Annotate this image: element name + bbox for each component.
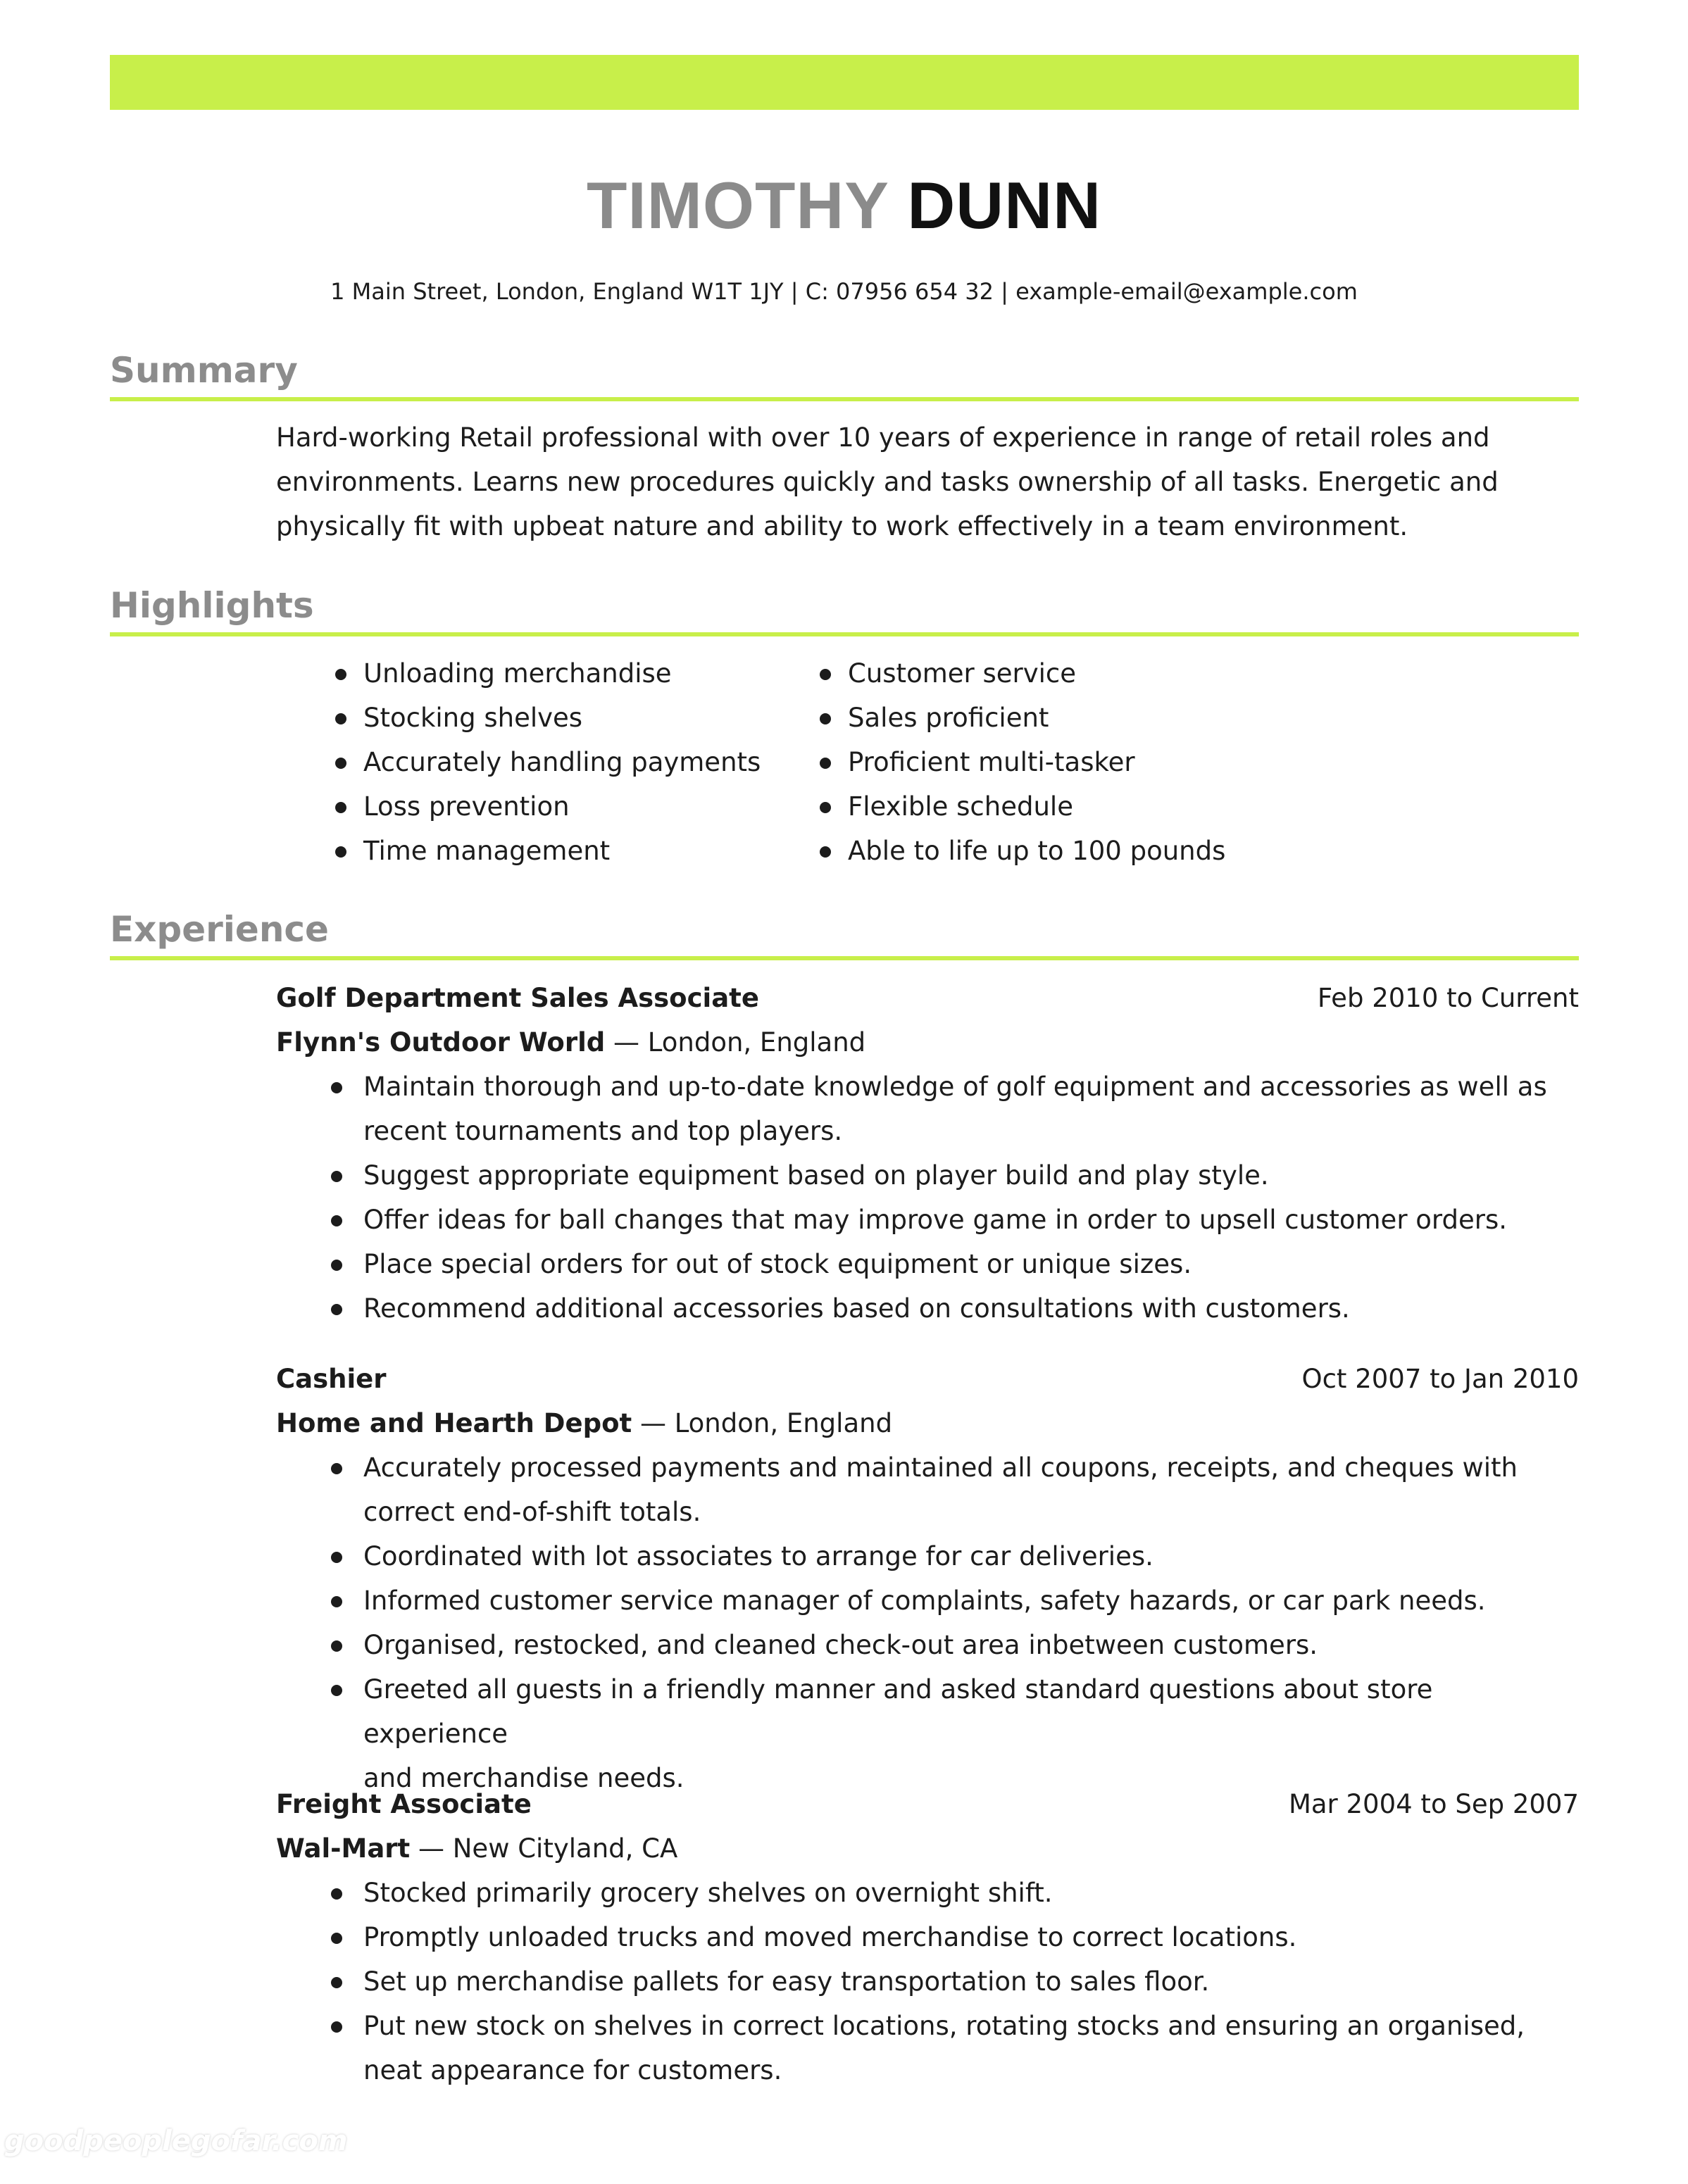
bullet-icon — [335, 846, 346, 858]
list-item: Set up merchandise pallets for easy transportation to sales floor. — [276, 1959, 1579, 2004]
bullet-icon — [331, 1933, 342, 1944]
bullet-icon — [331, 1596, 342, 1607]
bullet-icon — [820, 713, 831, 724]
duties-list — [276, 1871, 1579, 2092]
summary-text — [276, 415, 1579, 548]
list-item: Flexible schedule — [810, 784, 1225, 829]
list-item: Greeted all guests in a friendly manner and asked standard questions about store experience and merchandise needs. — [276, 1667, 1579, 1800]
bullet-icon — [331, 1685, 342, 1696]
company-name: Flynn's Outdoor World — [276, 1027, 606, 1058]
job-title: Golf Department Sales Associate — [276, 983, 759, 1013]
watermark: goodpeoplegofar.com — [4, 2125, 348, 2157]
bullet-icon — [335, 713, 346, 724]
company-name: Home and Hearth Depot — [276, 1408, 632, 1438]
bullet-icon — [331, 1888, 342, 1900]
company-line — [276, 1826, 1579, 1871]
bullet-icon — [331, 1552, 342, 1563]
bullet-icon — [820, 758, 831, 769]
first-name: TIMOTHY — [587, 168, 889, 242]
bullet-icon — [820, 846, 831, 858]
experience-heading: Experience — [110, 909, 329, 950]
job-dates: Feb 2010 to Current — [1317, 983, 1579, 1013]
company-line — [276, 1401, 1579, 1445]
accent-banner — [110, 55, 1579, 110]
list-item: Sales proficient — [810, 696, 1225, 740]
company-location: — New Cityland, CA — [410, 1833, 678, 1864]
job-entry — [276, 1782, 1579, 2092]
highlights-left-list — [325, 651, 761, 873]
job-title: Cashier — [276, 1364, 387, 1394]
bullet-icon — [331, 2021, 342, 2033]
job-title: Freight Associate — [276, 1789, 532, 1819]
bullet-icon — [335, 758, 346, 769]
company-location: — London, England — [632, 1408, 893, 1438]
duties-list — [276, 1065, 1579, 1331]
summary-divider — [110, 397, 1579, 401]
summary-line: Hard-working Retail professional with over 10 years of experience in range of retail roles and — [276, 422, 1490, 453]
list-item: Able to life up to 100 pounds — [810, 829, 1225, 873]
summary-line: physically fit with upbeat nature and ability to work effectively in a team environment. — [276, 511, 1408, 541]
list-item: Put new stock on shelves in correct locations, rotating stocks and ensuring an organised, neat appearance for customers. — [276, 2004, 1579, 2092]
bullet-icon — [331, 1171, 342, 1182]
bullet-icon — [331, 1977, 342, 1988]
bullet-icon — [820, 802, 831, 813]
summary-heading: Summary — [110, 350, 298, 391]
job-entry — [276, 976, 1579, 1331]
list-item: Accurately processed payments and maintained all coupons, receipts, and cheques with correct end-of-shift totals. — [276, 1445, 1579, 1534]
bullet-icon — [331, 1260, 342, 1271]
list-item: Unloading merchandise — [325, 651, 761, 696]
job-entry — [276, 1357, 1579, 1800]
last-name: DUNN — [907, 168, 1101, 242]
list-item: Recommend additional accessories based on consultations with customers. — [276, 1286, 1579, 1331]
bullet-icon — [331, 1082, 342, 1093]
list-item: Stocked primarily grocery shelves on overnight shift. — [276, 1871, 1579, 1915]
bullet-icon — [331, 1463, 342, 1474]
list-item: Time management — [325, 829, 761, 873]
list-item: Loss prevention — [325, 784, 761, 829]
list-item: Promptly unloaded trucks and moved merchandise to correct locations. — [276, 1915, 1579, 1959]
job-dates: Mar 2004 to Sep 2007 — [1288, 1789, 1579, 1819]
duties-list — [276, 1445, 1579, 1800]
bullet-icon — [331, 1304, 342, 1315]
contact-info: 1 Main Street, London, England W1T 1JY | C: 07956 654 32 | example-email@example.com — [330, 278, 1358, 305]
bullet-icon — [335, 669, 346, 680]
bullet-icon — [335, 802, 346, 813]
bullet-icon — [820, 669, 831, 680]
highlights-right-list — [810, 651, 1225, 873]
company-line — [276, 1020, 1579, 1065]
list-item: Suggest appropriate equipment based on player build and play style. — [276, 1153, 1579, 1198]
resume-name — [0, 163, 1688, 248]
list-item: Organised, restocked, and cleaned check-out area inbetween customers. — [276, 1623, 1579, 1667]
bullet-icon — [331, 1215, 342, 1226]
summary-line: environments. Learns new procedures quickly and tasks ownership of all tasks. Energetic and — [276, 467, 1499, 497]
list-item: Informed customer service manager of complaints, safety hazards, or car park needs. — [276, 1579, 1579, 1623]
list-item: Coordinated with lot associates to arrange for car deliveries. — [276, 1534, 1579, 1579]
list-item: Place special orders for out of stock equipment or unique sizes. — [276, 1242, 1579, 1286]
company-name: Wal-Mart — [276, 1833, 411, 1864]
list-item: Stocking shelves — [325, 696, 761, 740]
list-item: Proficient multi-tasker — [810, 740, 1225, 784]
list-item: Customer service — [810, 651, 1225, 696]
company-location: — London, England — [605, 1027, 866, 1058]
bullet-icon — [331, 1640, 342, 1652]
job-dates: Oct 2007 to Jan 2010 — [1301, 1364, 1579, 1394]
highlights-heading: Highlights — [110, 585, 314, 626]
highlights-divider — [110, 632, 1579, 636]
list-item: Maintain thorough and up-to-date knowledge of golf equipment and accessories as well as recent tournaments and top players. — [276, 1065, 1579, 1153]
list-item: Accurately handling payments — [325, 740, 761, 784]
experience-divider — [110, 956, 1579, 960]
list-item: Offer ideas for ball changes that may improve game in order to upsell customer orders. — [276, 1198, 1579, 1242]
